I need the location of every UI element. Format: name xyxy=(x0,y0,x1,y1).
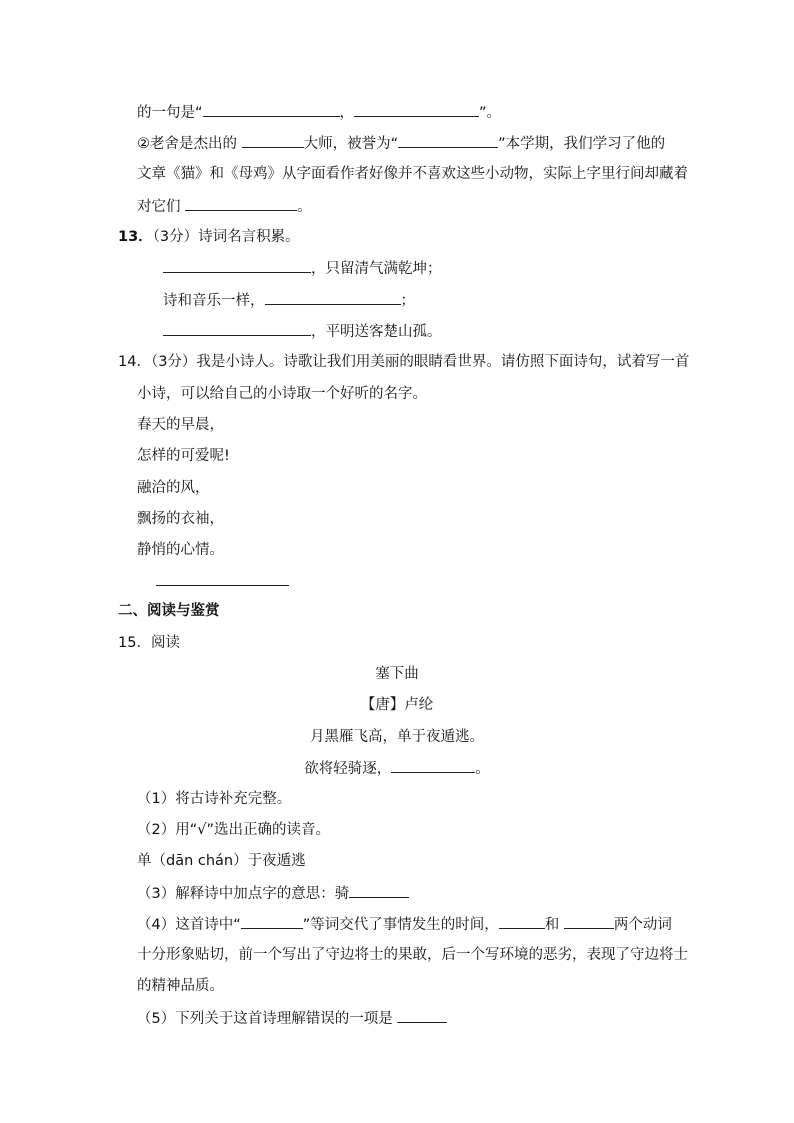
text: （5）下列关于这首诗理解错误的一项是 xyxy=(137,1011,398,1027)
text: ； xyxy=(400,293,415,309)
text: ，只留清气满乾坤； xyxy=(311,261,442,277)
answer-blank[interactable] xyxy=(397,1008,447,1023)
answer-blank[interactable] xyxy=(564,914,614,929)
answer-line[interactable] xyxy=(156,585,289,586)
q14-poem-line: 怎样的可爱呢! xyxy=(137,448,230,464)
answer-blank[interactable] xyxy=(354,102,479,117)
q15-sub2-item: 单（dān chán）于夜遁逃 xyxy=(137,853,306,869)
q14-poem-line: 融洽的风， xyxy=(137,480,210,496)
text: ”本学期，我们学习了他的 xyxy=(498,136,666,152)
text: 对它们 xyxy=(137,199,186,215)
poem-line: 月黑雁飞高，单于夜遁逃。 xyxy=(310,729,484,745)
poem-line xyxy=(0,758,794,779)
q13-line1 xyxy=(163,258,442,279)
q14-title: 14．（3分）我是小诗人。诗歌让我们用美丽的眼睛看世界。请仿照下面诗句，试着写一首 xyxy=(118,354,690,370)
q15-sub4 xyxy=(137,914,672,935)
q13-line3 xyxy=(163,321,442,342)
text: 的一句是“ xyxy=(137,105,203,121)
answer-blank[interactable] xyxy=(349,883,409,898)
q12-line1 xyxy=(137,102,501,123)
q12-line2 xyxy=(137,133,665,154)
text: 两个动词 xyxy=(613,917,672,933)
text: ②老舍是杰出的 xyxy=(137,136,242,152)
answer-blank[interactable] xyxy=(398,133,498,148)
section-title: 二、阅读与鉴赏 xyxy=(118,603,220,619)
q15-sub1: （1）将古诗补充完整。 xyxy=(137,791,292,807)
text: 。 xyxy=(297,199,312,215)
q13-line2 xyxy=(163,290,415,311)
q12-line3: 文章《猫》和《母鸡》从字面看作者好像并不喜欢这些小动物，实际上字里行间却藏着 xyxy=(137,166,688,182)
q14-poem-line: 飘扬的衣袖， xyxy=(137,511,224,527)
q15-sub4-line3: 的精神品质。 xyxy=(137,978,224,994)
answer-blank[interactable] xyxy=(163,258,311,273)
answer-blank[interactable] xyxy=(391,758,475,773)
q13-title xyxy=(118,227,300,247)
poem-title: 塞下曲 xyxy=(375,666,419,682)
answer-blank[interactable] xyxy=(241,914,303,929)
q14-poem-line: 静悄的心情。 xyxy=(137,542,224,558)
text: ，平明送客楚山孤。 xyxy=(311,324,442,340)
text: ”。 xyxy=(479,105,502,121)
text: （3）解释诗中加点字的意思：骑 xyxy=(137,886,350,902)
text: ”等词交代了事情发生的时间， xyxy=(302,917,499,933)
q15-sub5 xyxy=(137,1008,447,1029)
question-number: 13． xyxy=(118,229,153,245)
text: 诗和音乐一样， xyxy=(163,293,265,309)
poem-author: 【唐】卢纶 xyxy=(360,697,434,713)
q14-poem-line: 春天的早晨， xyxy=(137,417,224,433)
answer-blank[interactable] xyxy=(499,914,545,929)
q15-sub4-line2: 十分形象贴切，前一个写出了守边将士的果敢，后一个写环境的恶劣，表现了守边将士 xyxy=(137,947,688,963)
answer-blank[interactable] xyxy=(265,290,401,305)
text: 和 xyxy=(544,917,564,933)
q15-sub3 xyxy=(137,883,409,904)
text: 欲将轻骑逐， xyxy=(304,761,392,777)
answer-blank[interactable] xyxy=(242,133,304,148)
q14-title-cont: 小诗，可以给自己的小诗取一个好听的名字。 xyxy=(137,386,427,402)
answer-blank[interactable] xyxy=(203,102,340,117)
q15-sub2: （2）用“√”选出正确的读音。 xyxy=(137,822,330,838)
text: 。 xyxy=(475,761,490,777)
question-text: （3分）诗词名言积累。 xyxy=(152,229,300,245)
answer-blank[interactable] xyxy=(185,196,297,211)
text: 大师，被誉为“ xyxy=(303,136,399,152)
text: （4）这首诗中“ xyxy=(137,917,241,933)
answer-blank[interactable] xyxy=(163,321,311,336)
text: ， xyxy=(339,105,355,121)
q12-line4 xyxy=(137,196,312,217)
q15-title: 15．阅读 xyxy=(118,635,180,651)
